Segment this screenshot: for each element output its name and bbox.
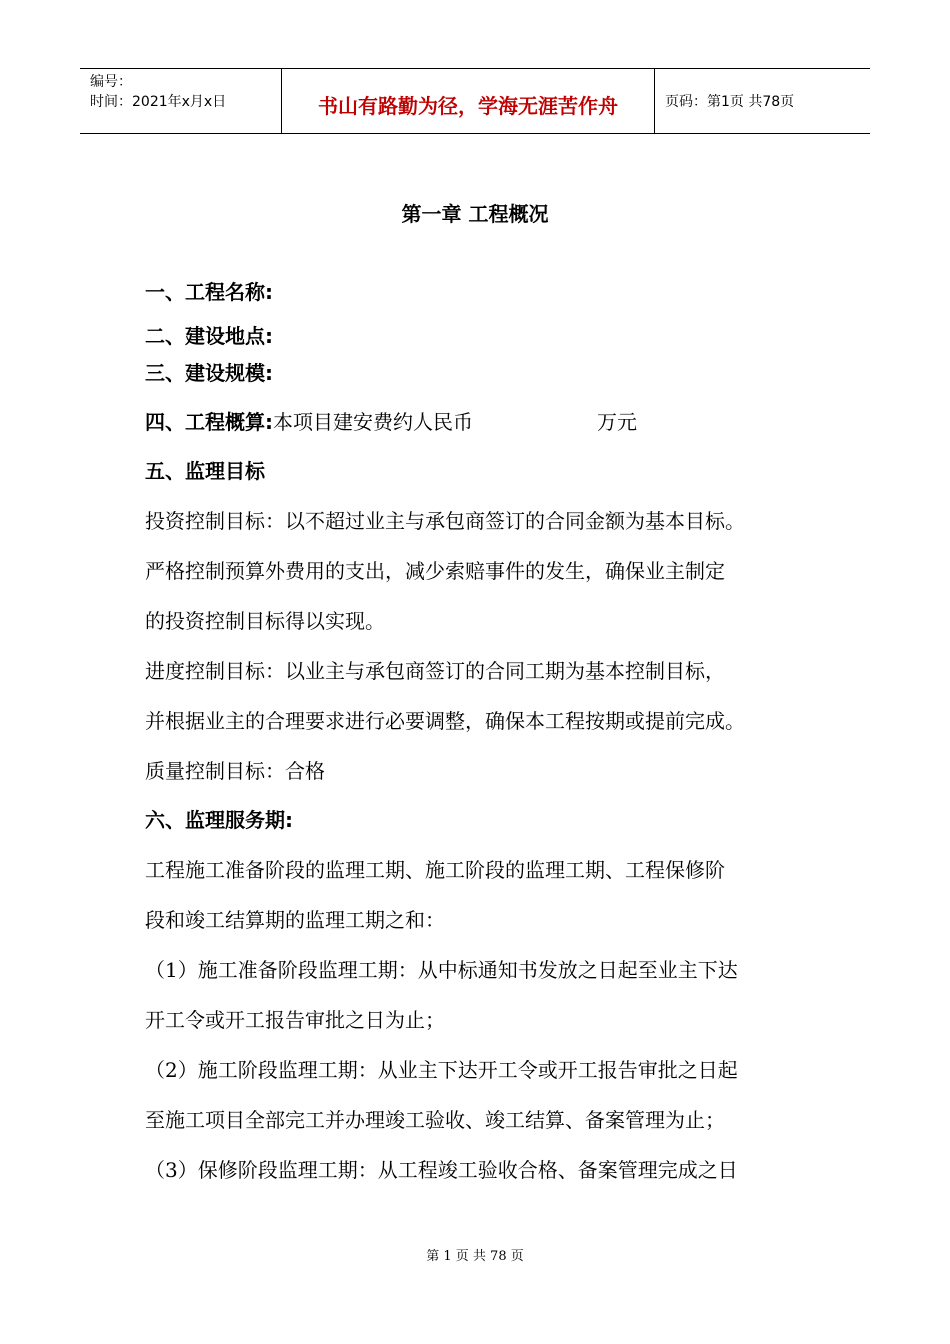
body-line: 严格控制预算外费用的支出，减少索赔事件的发生，确保业主制定 bbox=[145, 559, 725, 583]
item-scale: 三、建设规模: bbox=[145, 361, 273, 385]
document-date: 时间：2021年x月x日 bbox=[90, 94, 227, 110]
body-line: 至施工项目全部完工并办理竣工验收、竣工结算、备案管理为止； bbox=[145, 1108, 725, 1132]
body-line: 并根据业主的合理要求进行必要调整，确保本工程按期或提前完成。 bbox=[145, 709, 745, 733]
document-number: 编号： bbox=[90, 74, 132, 90]
item-goal: 五、监理目标 bbox=[145, 459, 265, 483]
page-footer: 第 1 页 共 78 页 bbox=[426, 1249, 524, 1264]
body-line: 工程施工准备阶段的监理工期、施工阶段的监理工期、工程保修阶 bbox=[145, 858, 725, 882]
budget-label: 四、工程概算: bbox=[145, 410, 273, 434]
item-service-period: 六、监理服务期: bbox=[145, 808, 293, 832]
header-page-info: 页码：第1页 共78页 bbox=[665, 94, 795, 110]
page-header bbox=[80, 68, 870, 134]
header-motto: 书山有路勤为径，学海无涯苦作舟 bbox=[282, 69, 655, 133]
body-line: 质量控制目标：合格 bbox=[145, 759, 325, 783]
header-meta bbox=[80, 69, 282, 133]
body-line: （2）施工阶段监理工期：从业主下达开工令或开工报告审批之日起 bbox=[145, 1058, 738, 1082]
item-project-name: 一、工程名称: bbox=[145, 280, 273, 304]
body-line: （3）保修阶段监理工期：从工程竣工验收合格、备案管理完成之日 bbox=[145, 1158, 738, 1182]
body-line: 的投资控制目标得以实现。 bbox=[145, 609, 385, 633]
body-line: 进度控制目标：以业主与承包商签订的合同工期为基本控制目标， bbox=[145, 659, 725, 683]
item-location: 二、建设地点: bbox=[145, 324, 273, 348]
body-line: 开工令或开工报告审批之日为止； bbox=[145, 1008, 445, 1032]
body-line: 投资控制目标：以不超过业主与承包商签订的合同金额为基本目标。 bbox=[145, 509, 745, 533]
chapter-title: 第一章 工程概况 bbox=[401, 202, 549, 226]
budget-unit: 万元 bbox=[597, 410, 637, 434]
body-line: 段和竣工结算期的监理工期之和： bbox=[145, 908, 445, 932]
body-line: （1）施工准备阶段监理工期：从中标通知书发放之日起至业主下达 bbox=[145, 958, 738, 982]
item-budget bbox=[145, 406, 637, 435]
budget-text: 本项目建安费约人民币 bbox=[273, 410, 473, 434]
